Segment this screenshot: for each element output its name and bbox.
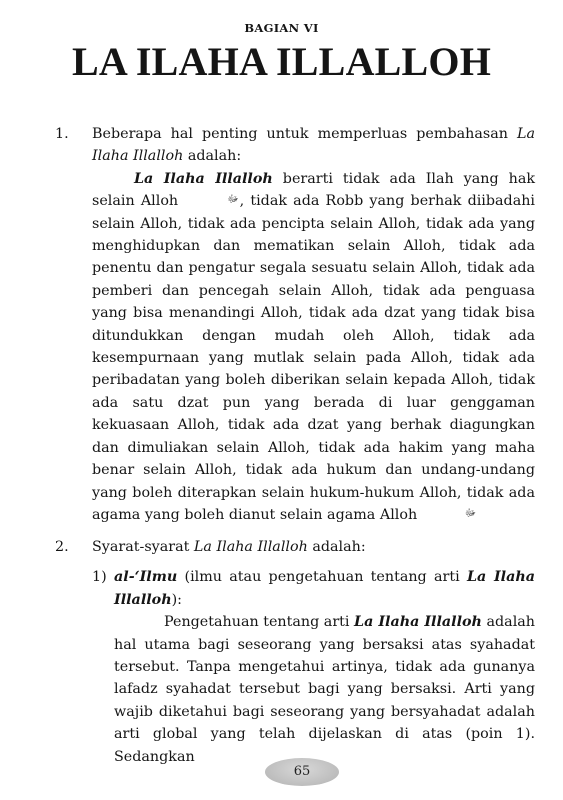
item-number: 2. [55, 539, 69, 555]
honorific-glyph: ﷻ [227, 194, 239, 206]
sub-item-desc: (ilmu atau pengetahuan tentang arti [177, 569, 467, 586]
intro-text: Beberapa hal penting untuk memperluas pembahasan [92, 126, 517, 142]
chapter-title: LA ILAHA ILLALLOH [71, 39, 492, 84]
sub-para-text: Pengetahuan tentang arti [164, 614, 355, 631]
honorific-glyph-end: ﷻ [464, 507, 476, 519]
sub-item-heading [114, 566, 535, 611]
sub-item-number: 1) [92, 569, 107, 586]
intro-text-end: adalah: [307, 539, 366, 555]
numbered-list-item-2 [55, 536, 535, 768]
item-intro [92, 536, 535, 558]
sub-item-paragraph [114, 611, 535, 768]
para-text-cont: , tidak ada Robb yang berhak diibadahi selain Alloh, tidak ada pencipta selain Alloh, tidak ada yang menghidupkan dan mematikan selain Alloh, tidak ada penentu dan pengatur segala sesuatu selain Alloh, tidak ada pemberi dan pencegah selain Alloh, tidak ada penguasa yang bisa menandingi Alloh, tidak ada dzat yang tidak bisa ditundukkan dengan mudah oleh Alloh, tidak ada kesempurnaan yang mutlak selain pada Alloh, tidak ada peribadatan yang boleh diberikan selain kepada Alloh, tidak ada satu dzat pun yang berada di luar genggaman kekuasaan Alloh, tidak ada dzat yang berhak diagungkan dan dimuliakan selain Alloh, tidak ada hakim yang maha benar selain Alloh, tidak ada hukum dan undang-undang yang boleh diterapkan selain hukum-hukum Alloh, tidak ada agama yang boleh dianut selain agama Alloh [92, 193, 535, 523]
chapter-label: BAGIAN VI [244, 21, 319, 35]
item-intro [92, 123, 535, 168]
sub-item-term: al-‘Ilmu [114, 569, 178, 586]
item-number: 1. [55, 126, 69, 142]
sub-list-item [92, 566, 535, 611]
intro-term: La Ilaha Illalloh [193, 539, 308, 555]
sub-para-text-cont: adalah hal utama bagi seseorang yang bersaksi atas syahadat tersebut. Tanpa mengetahui artinya, tidak ada gunanya lafadz syahadat tersebut bagi yang bersaksi. Arti yang wajib diketahui bagi seseorang yang bersyahadat adalah arti global yang telah dijelaskan di atas (poin 1). Sedangkan [114, 614, 536, 765]
intro-text-end: adalah: [183, 148, 242, 165]
intro-term: La Ilaha Illalloh [92, 126, 535, 165]
sub-item-desc-term: La Ilaha Illalloh [114, 569, 535, 608]
intro-text: Syarat-syarat [92, 539, 194, 555]
para-text: berarti tidak ada Ilah yang hak selain Alloh [92, 170, 536, 210]
para-term: La Ilaha Illalloh [134, 170, 273, 187]
item-paragraph [92, 168, 535, 527]
list-item [55, 536, 535, 558]
sub-para-term: La Ilaha Illalloh [354, 614, 482, 631]
sub-item-desc-end: ): [171, 591, 183, 608]
page-number-badge [265, 758, 339, 786]
page-number: 65 [293, 764, 311, 779]
list-item [55, 123, 535, 168]
numbered-list-item-1 [55, 123, 535, 526]
